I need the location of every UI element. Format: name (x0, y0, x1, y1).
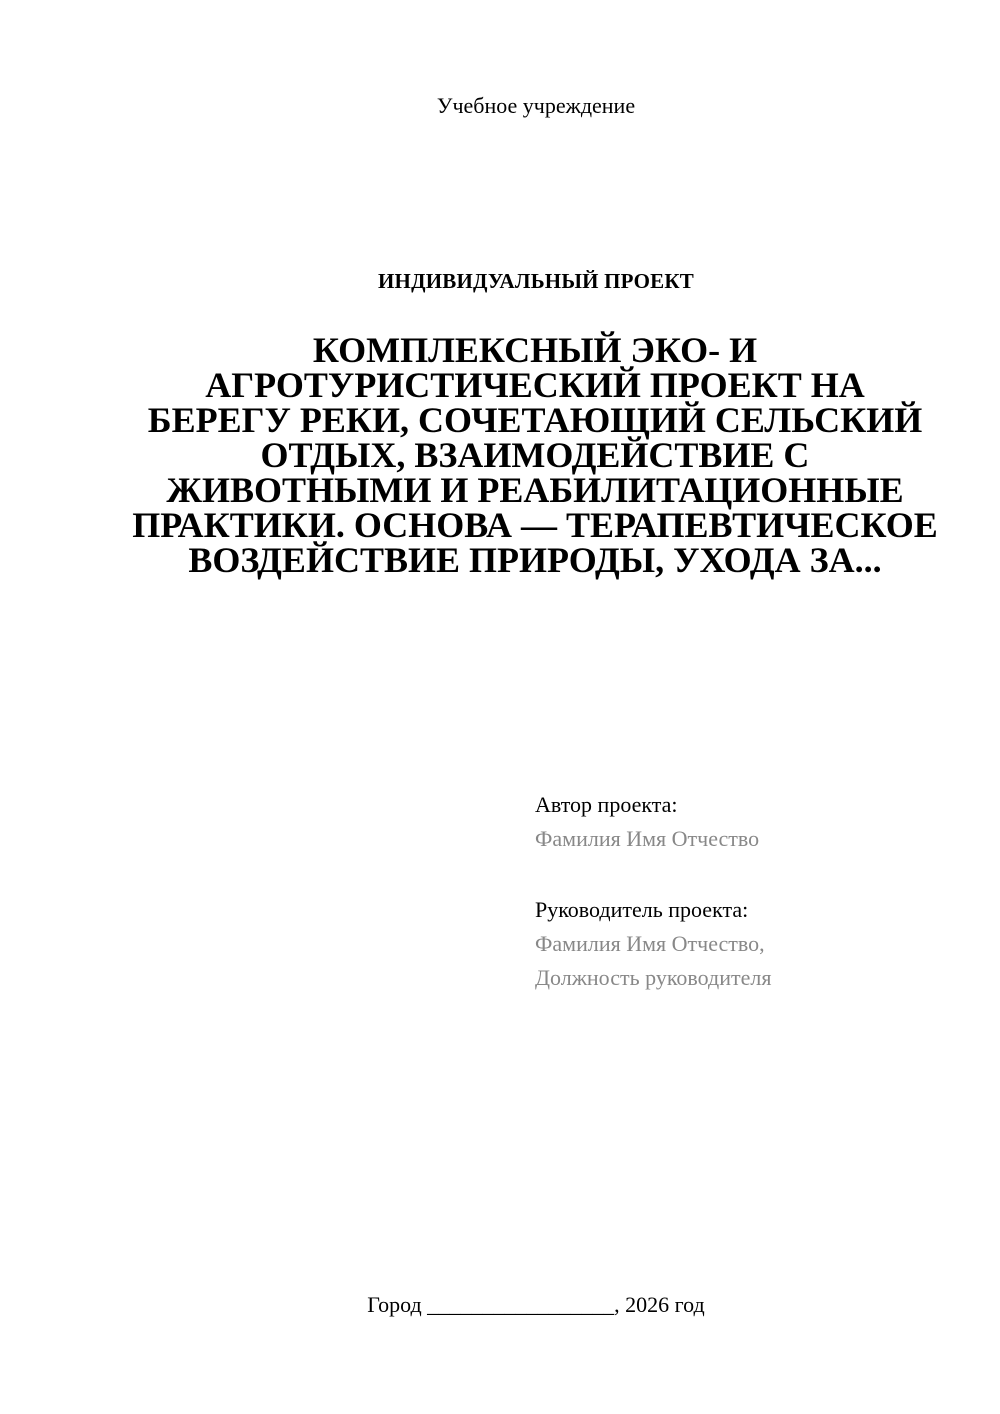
supervisor-label: Руководитель проекта: (535, 897, 749, 922)
city-year-line: Город _________________, 2026 год (367, 1292, 705, 1317)
credits-spacer (535, 856, 975, 893)
credits-block (535, 788, 975, 995)
supervisor-name: Фамилия Имя Отчество, (535, 931, 765, 956)
institution-name: Учебное учреждение (436, 93, 636, 118)
project-type-heading: ИНДИВИДУАЛЬНЫЙ ПРОЕКТ (378, 269, 694, 293)
project-title: КОМПЛЕКСНЫЙ ЭКО- И АГРОТУРИСТИЧЕСКИЙ ПРОЕКТ НА БЕРЕГУ РЕКИ, СОЧЕТАЮЩИЙ СЕЛЬСКИЙ ОТДЫХ, ВЗАИМОДЕЙСТВИЕ С ЖИВОТНЫМИ И РЕАБИЛИТАЦИОННЫЕ ПРАКТИКИ. ОСНОВА — ТЕРАПЕВТИЧЕСКОЕ ВОЗДЕЙСТВИЕ ПРИРОДЫ, УХОДА ЗА... (132, 330, 938, 580)
supervisor-position: Должность руководителя (535, 965, 772, 990)
author-name: Фамилия Имя Отчество (535, 826, 760, 851)
author-label: Автор проекта: (535, 792, 678, 817)
